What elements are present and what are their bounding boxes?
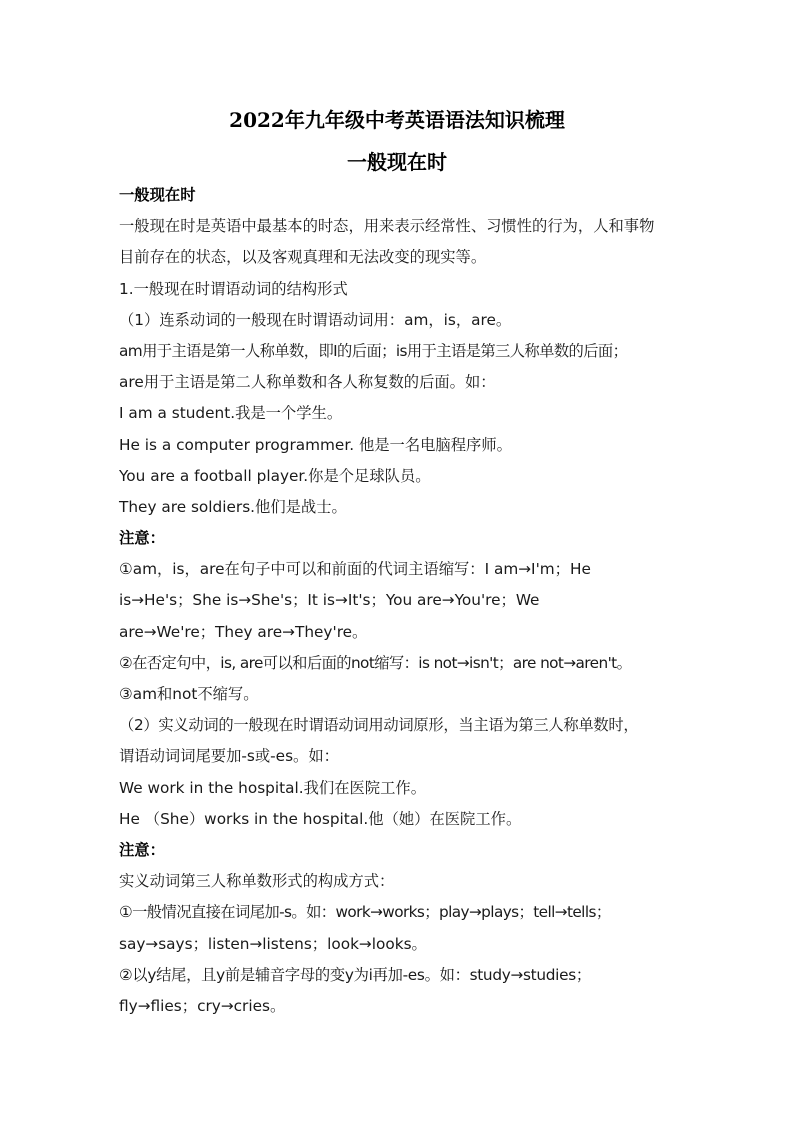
paragraph-line: ①一般情况直接在词尾加-s。如：work→works；play→plays；tell→tells； [119, 903, 611, 922]
paragraph-line: ①am，is，are在句子中可以和前面的代词主语缩写：I am→I'm；He [119, 560, 591, 579]
paragraph-line: fly→flies；cry→cries。 [119, 996, 286, 1015]
paragraph-line: 1.一般现在时谓语动词的结构形式 [119, 279, 348, 298]
paragraph-line: say→says；listen→listens；look→looks。 [119, 934, 427, 953]
example-line: He （She）works in the hospital.他（她）在医院工作。 [119, 809, 522, 828]
section-heading: 一般现在时 [119, 186, 196, 204]
paragraph-line: （2）实义动词的一般现在时谓语动词用动词原形，当主语为第三人称单数时， [119, 716, 639, 735]
note-heading: 注意： [119, 840, 165, 859]
paragraph-line: 谓语动词词尾要加-s或-es。如： [119, 747, 339, 766]
paragraph-line: 一般现在时是英语中最基本的时态，用来表示经常性、习惯性的行为，人和事物 [119, 217, 655, 236]
paragraph-line: are用于主语是第二人称单数和各人称复数的后面。如： [119, 373, 496, 392]
example-line: You are a football player.你是个足球队员。 [119, 466, 431, 485]
note-heading: 注意： [119, 529, 165, 548]
paragraph-line: 实义动词第三人称单数形式的构成方式： [119, 872, 395, 891]
paragraph-line: 目前存在的状态，以及客观真理和无法改变的现实等。 [119, 248, 487, 267]
example-line: He is a computer programmer. 他是一名电脑程序师。 [119, 435, 512, 454]
document-title: 2022年九年级中考英语语法知识梳理 [229, 108, 565, 132]
document-subtitle: 一般现在时 [347, 150, 447, 174]
paragraph-line: ③am和not不缩写。 [119, 685, 259, 703]
example-line: I am a student.我是一个学生。 [119, 404, 343, 423]
paragraph-line: am用于主语是第一人称单数，即I的后面；is用于主语是第三人称单数的后面； [119, 341, 628, 360]
paragraph-line: ②以y结尾，且y前是辅音字母的变y为i再加-es。如：study→studies； [119, 965, 591, 984]
example-line: We work in the hospital.我们在医院工作。 [119, 778, 426, 797]
paragraph-line: ②在否定句中，is, are可以和后面的not缩写：is not→isn't；are not→aren't。 [119, 653, 632, 672]
document-body [119, 180, 694, 1022]
paragraph-line: are→We're；They are→They're。 [119, 622, 368, 641]
paragraph-line: is→He's；She is→She's；It is→It's；You are→You're；We [119, 591, 540, 610]
example-line: They are soldiers.他们是战士。 [119, 497, 347, 516]
paragraph-line: （1）连系动词的一般现在时谓语动词用：am，is，are。 [119, 310, 512, 329]
